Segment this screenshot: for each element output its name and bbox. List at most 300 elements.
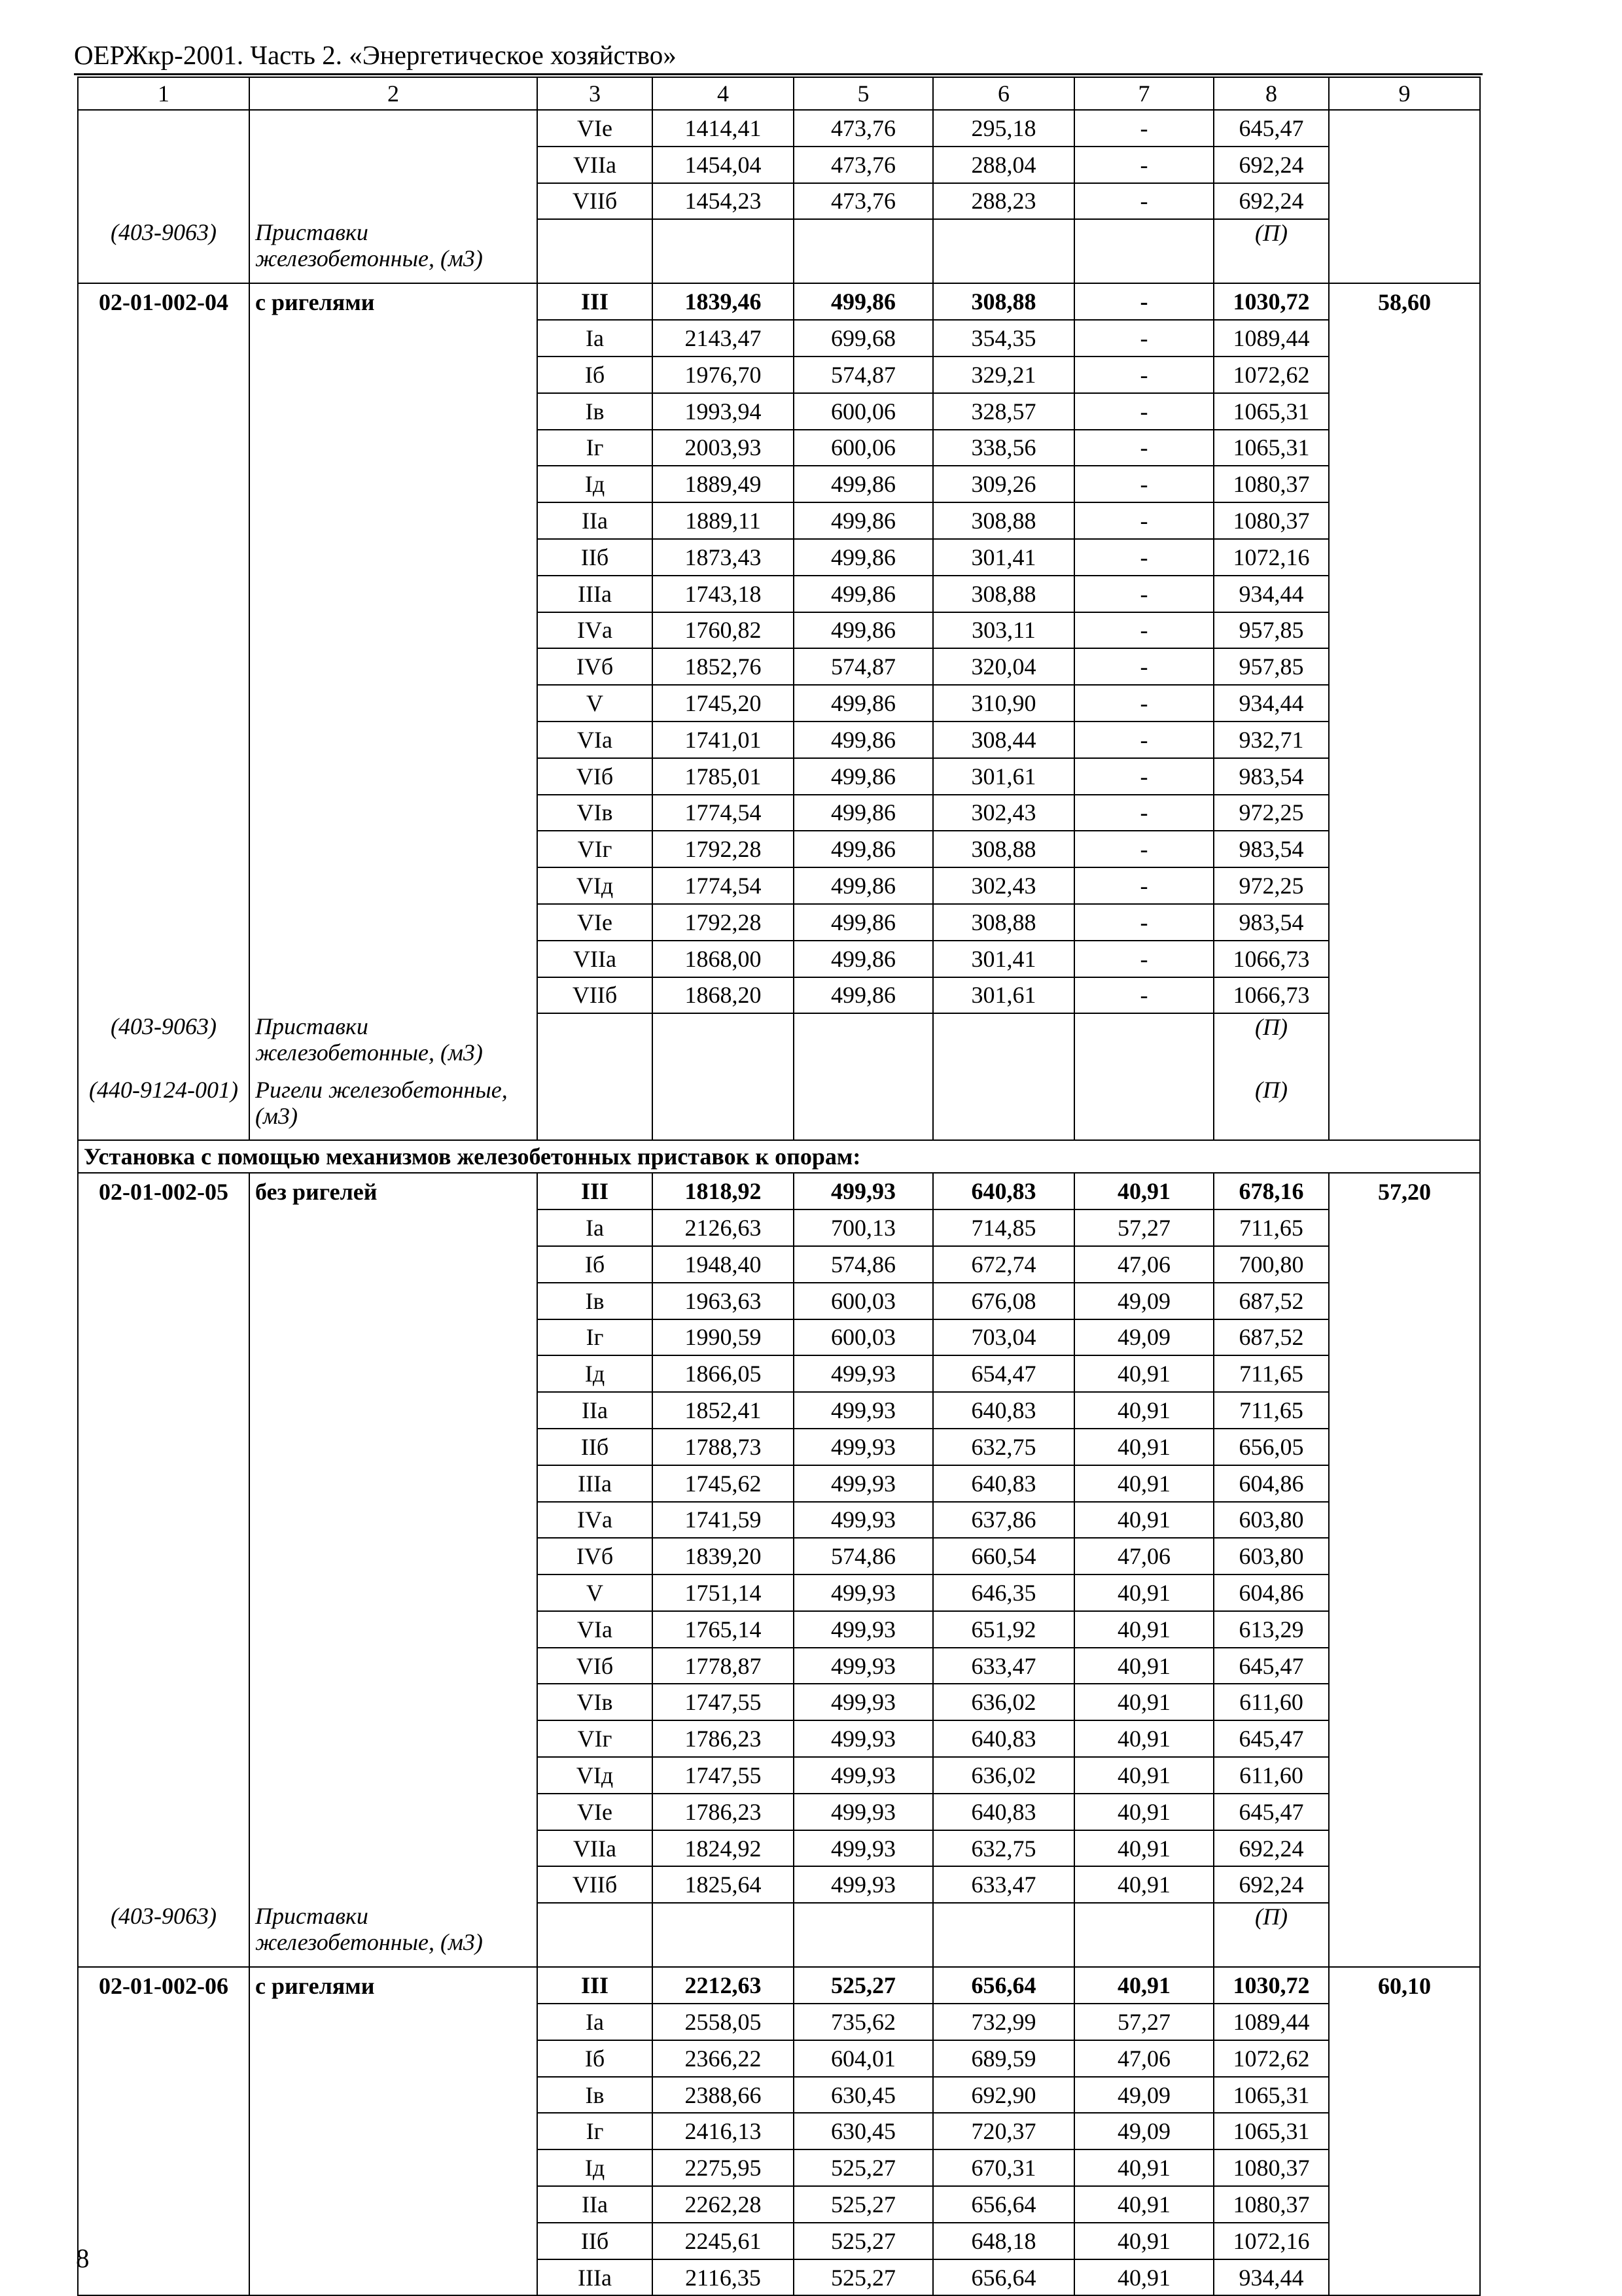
wage-cell: 499,93 xyxy=(794,1757,933,1794)
code-cell xyxy=(78,1684,249,1720)
machine-cell: 714,85 xyxy=(933,1209,1074,1246)
cost-cell: 2558,05 xyxy=(652,2004,794,2040)
material-cell: (П) xyxy=(1214,219,1329,283)
region-cell: VIб xyxy=(537,1648,652,1684)
driver-wage-cell: - xyxy=(1074,867,1214,904)
machine-cell: 640,83 xyxy=(933,1392,1074,1429)
column-header: 1 xyxy=(78,77,249,110)
material-cell: 934,44 xyxy=(1214,2259,1329,2296)
table-row xyxy=(78,831,1480,867)
machine-cell: 692,90 xyxy=(933,2077,1074,2113)
table-row xyxy=(78,576,1480,612)
material-cell: 1065,31 xyxy=(1214,393,1329,430)
machine-cell: 308,88 xyxy=(933,283,1074,320)
labor-cell xyxy=(1329,1611,1480,1648)
cost-cell: 1825,64 xyxy=(652,1866,794,1903)
name-cell xyxy=(249,685,537,722)
name-cell xyxy=(249,1502,537,1539)
machine-cell: 301,41 xyxy=(933,941,1074,977)
name-cell xyxy=(249,795,537,831)
region-cell: Iг xyxy=(537,430,652,466)
region-cell xyxy=(537,1903,652,1967)
wage-cell: 473,76 xyxy=(794,110,933,147)
name-cell: с ригелями xyxy=(249,1967,537,2004)
code-cell xyxy=(78,466,249,502)
code-cell xyxy=(78,1538,249,1574)
driver-wage-cell: 40,91 xyxy=(1074,1429,1214,1465)
name-cell xyxy=(249,612,537,649)
wage-cell: 499,93 xyxy=(794,1866,933,1903)
table-row xyxy=(78,1319,1480,1356)
cost-cell: 2212,63 xyxy=(652,1967,794,2004)
code-cell xyxy=(78,648,249,685)
driver-wage-cell: - xyxy=(1074,758,1214,795)
code-cell: 02-01-002-06 xyxy=(78,1967,249,2004)
cost-cell: 1785,01 xyxy=(652,758,794,795)
cost-cell: 1788,73 xyxy=(652,1429,794,1465)
cost-cell: 1745,62 xyxy=(652,1465,794,1502)
name-cell xyxy=(249,2113,537,2149)
region-cell: Iг xyxy=(537,1319,652,1356)
region-cell: IIб xyxy=(537,539,652,576)
labor-cell xyxy=(1329,1077,1480,1140)
code-cell xyxy=(78,539,249,576)
driver-wage-cell: 49,09 xyxy=(1074,2113,1214,2149)
wage-cell: 499,93 xyxy=(794,1502,933,1539)
table-row xyxy=(78,612,1480,649)
material-cell: 692,24 xyxy=(1214,1830,1329,1867)
code-cell xyxy=(78,2004,249,2040)
driver-wage-cell: 40,91 xyxy=(1074,1574,1214,1611)
machine-cell: 648,18 xyxy=(933,2223,1074,2259)
machine-cell: 656,64 xyxy=(933,2259,1074,2296)
code-cell xyxy=(78,1720,249,1757)
region-cell: VIе xyxy=(537,1794,652,1830)
cost-cell: 1866,05 xyxy=(652,1355,794,1392)
region-cell: V xyxy=(537,685,652,722)
region-cell: IIIа xyxy=(537,576,652,612)
labor-cell xyxy=(1329,576,1480,612)
labor-cell xyxy=(1329,1246,1480,1283)
name-cell xyxy=(249,1574,537,1611)
region-cell: IIа xyxy=(537,2186,652,2223)
material-cell: 1089,44 xyxy=(1214,2004,1329,2040)
machine-cell: 637,86 xyxy=(933,1502,1074,1539)
labor-cell xyxy=(1329,183,1480,220)
material-cell: 603,80 xyxy=(1214,1502,1329,1539)
wage-cell: 525,27 xyxy=(794,2259,933,2296)
machine-cell xyxy=(933,219,1074,283)
driver-wage-cell: 40,91 xyxy=(1074,2186,1214,2223)
material-cell: 604,86 xyxy=(1214,1574,1329,1611)
driver-wage-cell: - xyxy=(1074,539,1214,576)
cost-cell: 1990,59 xyxy=(652,1319,794,1356)
region-cell xyxy=(537,1077,652,1140)
wage-cell: 699,68 xyxy=(794,320,933,357)
region-cell: VIIа xyxy=(537,1830,652,1867)
wage-cell: 525,27 xyxy=(794,2186,933,2223)
machine-cell: 308,88 xyxy=(933,904,1074,941)
name-cell xyxy=(249,1794,537,1830)
name-cell: Приставки железобетонные, (м3) xyxy=(249,1013,537,1077)
wage-cell: 499,86 xyxy=(794,576,933,612)
wage-cell: 499,93 xyxy=(794,1355,933,1392)
material-cell: 692,24 xyxy=(1214,1866,1329,1903)
cost-cell: 2143,47 xyxy=(652,320,794,357)
driver-wage-cell: 40,91 xyxy=(1074,1502,1214,1539)
name-cell xyxy=(249,2259,537,2296)
material-cell: 645,47 xyxy=(1214,1648,1329,1684)
driver-wage-cell: - xyxy=(1074,648,1214,685)
labor-cell xyxy=(1329,1866,1480,1903)
driver-wage-cell: - xyxy=(1074,722,1214,758)
labor-cell xyxy=(1329,1903,1480,1967)
table-row xyxy=(78,1757,1480,1794)
code-cell xyxy=(78,147,249,183)
labor-cell: 57,20 xyxy=(1329,1173,1480,1209)
labor-cell xyxy=(1329,904,1480,941)
cost-cell: 1824,92 xyxy=(652,1830,794,1867)
machine-cell: 308,88 xyxy=(933,831,1074,867)
name-cell xyxy=(249,2186,537,2223)
code-cell xyxy=(78,685,249,722)
region-cell: VIе xyxy=(537,110,652,147)
cost-cell: 1868,20 xyxy=(652,977,794,1014)
wage-cell: 499,93 xyxy=(794,1429,933,1465)
table-row xyxy=(78,2259,1480,2296)
labor-cell xyxy=(1329,1209,1480,1246)
code-cell xyxy=(78,1502,249,1539)
driver-wage-cell: - xyxy=(1074,430,1214,466)
column-header: 4 xyxy=(652,77,794,110)
table-row xyxy=(78,2149,1480,2186)
driver-wage-cell: - xyxy=(1074,612,1214,649)
machine-cell: 651,92 xyxy=(933,1611,1074,1648)
material-cell: 983,54 xyxy=(1214,904,1329,941)
region-cell: IVа xyxy=(537,612,652,649)
material-cell: 1080,37 xyxy=(1214,502,1329,539)
labor-cell xyxy=(1329,2113,1480,2149)
code-cell xyxy=(78,183,249,220)
region-cell: IIа xyxy=(537,1392,652,1429)
wage-cell: 499,86 xyxy=(794,685,933,722)
cost-cell: 1760,82 xyxy=(652,612,794,649)
driver-wage-cell: - xyxy=(1074,283,1214,320)
code-cell xyxy=(78,1611,249,1648)
name-cell xyxy=(249,357,537,393)
region-cell: Iб xyxy=(537,357,652,393)
machine-cell: 720,37 xyxy=(933,2113,1074,2149)
material-cell: 983,54 xyxy=(1214,758,1329,795)
machine-cell: 633,47 xyxy=(933,1866,1074,1903)
driver-wage-cell: 49,09 xyxy=(1074,1319,1214,1356)
region-cell xyxy=(537,1013,652,1077)
machine-cell: 295,18 xyxy=(933,110,1074,147)
cost-cell: 1889,11 xyxy=(652,502,794,539)
table-row xyxy=(78,2077,1480,2113)
table-row xyxy=(78,1830,1480,1867)
labor-cell xyxy=(1329,941,1480,977)
material-cell: 687,52 xyxy=(1214,1319,1329,1356)
machine-cell: 309,26 xyxy=(933,466,1074,502)
region-cell: Iд xyxy=(537,1355,652,1392)
machine-cell xyxy=(933,1013,1074,1077)
table-row xyxy=(78,722,1480,758)
labor-cell xyxy=(1329,1538,1480,1574)
code-cell xyxy=(78,977,249,1014)
code-cell xyxy=(78,1392,249,1429)
region-cell: Iд xyxy=(537,466,652,502)
region-cell: VIIб xyxy=(537,1866,652,1903)
code-cell xyxy=(78,2223,249,2259)
machine-cell: 670,31 xyxy=(933,2149,1074,2186)
driver-wage-cell xyxy=(1074,1077,1214,1140)
name-cell xyxy=(249,1392,537,1429)
wage-cell: 700,13 xyxy=(794,1209,933,1246)
driver-wage-cell: 49,09 xyxy=(1074,2077,1214,2113)
driver-wage-cell: - xyxy=(1074,357,1214,393)
wage-cell: 574,86 xyxy=(794,1246,933,1283)
name-cell xyxy=(249,1355,537,1392)
material-cell: 604,86 xyxy=(1214,1465,1329,1502)
table-row xyxy=(78,795,1480,831)
table-row xyxy=(78,2040,1480,2077)
table-row xyxy=(78,357,1480,393)
material-cell: 1072,16 xyxy=(1214,2223,1329,2259)
driver-wage-cell: 40,91 xyxy=(1074,1720,1214,1757)
code-cell xyxy=(78,1574,249,1611)
labor-cell xyxy=(1329,831,1480,867)
region-cell xyxy=(537,219,652,283)
driver-wage-cell: - xyxy=(1074,831,1214,867)
material-cell: 711,65 xyxy=(1214,1392,1329,1429)
material-cell: 957,85 xyxy=(1214,648,1329,685)
name-cell: Ригели железобетонные, (м3) xyxy=(249,1077,537,1140)
region-cell: IVб xyxy=(537,1538,652,1574)
cost-cell: 1852,41 xyxy=(652,1392,794,1429)
table-row xyxy=(78,941,1480,977)
material-cell: 1072,16 xyxy=(1214,539,1329,576)
region-cell: IVб xyxy=(537,648,652,685)
table-row xyxy=(78,110,1480,147)
driver-wage-cell: 40,91 xyxy=(1074,2149,1214,2186)
machine-cell: 308,88 xyxy=(933,502,1074,539)
code-cell xyxy=(78,1429,249,1465)
driver-wage-cell: 40,91 xyxy=(1074,1866,1214,1903)
labor-cell xyxy=(1329,2223,1480,2259)
column-header: 9 xyxy=(1329,77,1480,110)
machine-cell: 703,04 xyxy=(933,1319,1074,1356)
labor-cell xyxy=(1329,977,1480,1014)
table-row xyxy=(78,2004,1480,2040)
wage-cell: 499,86 xyxy=(794,612,933,649)
name-cell xyxy=(249,1319,537,1356)
material-cell: 934,44 xyxy=(1214,576,1329,612)
column-header: 6 xyxy=(933,77,1074,110)
name-cell xyxy=(249,1866,537,1903)
wage-cell: 499,93 xyxy=(794,1648,933,1684)
driver-wage-cell: 47,06 xyxy=(1074,1538,1214,1574)
code-cell xyxy=(78,2149,249,2186)
note-row xyxy=(78,1077,1480,1140)
material-cell: 613,29 xyxy=(1214,1611,1329,1648)
cost-cell: 2388,66 xyxy=(652,2077,794,2113)
wage-cell: 473,76 xyxy=(794,147,933,183)
table-row xyxy=(78,685,1480,722)
code-cell xyxy=(78,1355,249,1392)
region-cell: VIв xyxy=(537,1684,652,1720)
driver-wage-cell: 40,91 xyxy=(1074,1757,1214,1794)
code-cell xyxy=(78,2077,249,2113)
driver-wage-cell: 47,06 xyxy=(1074,2040,1214,2077)
cost-cell: 2126,63 xyxy=(652,1209,794,1246)
wage-cell: 499,93 xyxy=(794,1794,933,1830)
table-row xyxy=(78,320,1480,357)
labor-cell xyxy=(1329,795,1480,831)
code-cell xyxy=(78,795,249,831)
cost-cell: 1774,54 xyxy=(652,867,794,904)
material-cell: 1066,73 xyxy=(1214,941,1329,977)
wage-cell xyxy=(794,219,933,283)
material-cell: 687,52 xyxy=(1214,1283,1329,1319)
cost-cell: 1454,04 xyxy=(652,147,794,183)
cost-cell: 1873,43 xyxy=(652,539,794,576)
name-cell xyxy=(249,941,537,977)
machine-cell: 636,02 xyxy=(933,1757,1074,1794)
cost-cell: 2116,35 xyxy=(652,2259,794,2296)
cost-cell: 1741,01 xyxy=(652,722,794,758)
code-cell xyxy=(78,1246,249,1283)
code-cell: 02-01-002-05 xyxy=(78,1173,249,1209)
table-row xyxy=(78,1648,1480,1684)
cost-cell: 2262,28 xyxy=(652,2186,794,2223)
name-cell xyxy=(249,1283,537,1319)
table-row xyxy=(78,1538,1480,1574)
cost-cell: 1745,20 xyxy=(652,685,794,722)
machine-cell: 310,90 xyxy=(933,685,1074,722)
wage-cell: 499,86 xyxy=(794,722,933,758)
table-row xyxy=(78,2113,1480,2149)
driver-wage-cell: 40,91 xyxy=(1074,1684,1214,1720)
labor-cell xyxy=(1329,393,1480,430)
driver-wage-cell: 40,91 xyxy=(1074,1648,1214,1684)
region-cell: VIг xyxy=(537,831,652,867)
wage-cell: 499,86 xyxy=(794,977,933,1014)
machine-cell: 689,59 xyxy=(933,2040,1074,2077)
material-cell: 1065,31 xyxy=(1214,2113,1329,2149)
header-rule xyxy=(74,73,1483,75)
material-cell: 1030,72 xyxy=(1214,283,1329,320)
region-cell: IIIа xyxy=(537,2259,652,2296)
cost-cell: 1993,94 xyxy=(652,393,794,430)
cost-cell: 1751,14 xyxy=(652,1574,794,1611)
region-cell: Iа xyxy=(537,320,652,357)
driver-wage-cell: - xyxy=(1074,393,1214,430)
wage-cell: 499,93 xyxy=(794,1173,933,1209)
driver-wage-cell xyxy=(1074,1013,1214,1077)
wage-cell: 473,76 xyxy=(794,183,933,220)
name-cell xyxy=(249,1246,537,1283)
labor-cell xyxy=(1329,1648,1480,1684)
labor-cell xyxy=(1329,722,1480,758)
wage-cell: 499,93 xyxy=(794,1830,933,1867)
table-row xyxy=(78,283,1480,320)
section-header-row xyxy=(78,1140,1480,1173)
material-cell: 932,71 xyxy=(1214,722,1329,758)
cost-cell: 1741,59 xyxy=(652,1502,794,1539)
labor-cell xyxy=(1329,648,1480,685)
cost-cell: 1414,41 xyxy=(652,110,794,147)
region-cell: Iб xyxy=(537,1246,652,1283)
code-cell xyxy=(78,831,249,867)
name-cell xyxy=(249,758,537,795)
name-cell xyxy=(249,576,537,612)
region-cell: Iв xyxy=(537,1283,652,1319)
labor-cell xyxy=(1329,1757,1480,1794)
cost-cell: 1839,20 xyxy=(652,1538,794,1574)
table-row xyxy=(78,466,1480,502)
cost-cell: 1454,23 xyxy=(652,183,794,220)
machine-cell: 329,21 xyxy=(933,357,1074,393)
driver-wage-cell xyxy=(1074,219,1214,283)
driver-wage-cell: - xyxy=(1074,685,1214,722)
code-cell xyxy=(78,430,249,466)
column-header: 2 xyxy=(249,77,537,110)
table-row xyxy=(78,1720,1480,1757)
material-cell: 972,25 xyxy=(1214,867,1329,904)
material-cell: 983,54 xyxy=(1214,831,1329,867)
name-cell xyxy=(249,320,537,357)
driver-wage-cell: 40,91 xyxy=(1074,1465,1214,1502)
region-cell: III xyxy=(537,283,652,320)
code-cell xyxy=(78,722,249,758)
material-cell: 645,47 xyxy=(1214,110,1329,147)
table-row xyxy=(78,1502,1480,1539)
driver-wage-cell: 40,91 xyxy=(1074,2259,1214,2296)
driver-wage-cell: 40,91 xyxy=(1074,1794,1214,1830)
labor-cell xyxy=(1329,685,1480,722)
driver-wage-cell: 40,91 xyxy=(1074,1355,1214,1392)
name-cell xyxy=(249,1209,537,1246)
table-row xyxy=(78,1684,1480,1720)
cost-cell: 1792,28 xyxy=(652,831,794,867)
table-row xyxy=(78,1574,1480,1611)
table-row xyxy=(78,1866,1480,1903)
material-cell: 957,85 xyxy=(1214,612,1329,649)
driver-wage-cell: 40,91 xyxy=(1074,1392,1214,1429)
name-cell xyxy=(249,1611,537,1648)
code-cell xyxy=(78,1794,249,1830)
name-cell xyxy=(249,904,537,941)
region-cell: III xyxy=(537,1173,652,1209)
code-cell xyxy=(78,1283,249,1319)
labor-cell xyxy=(1329,466,1480,502)
labor-cell xyxy=(1329,867,1480,904)
name-cell xyxy=(249,2004,537,2040)
labor-cell xyxy=(1329,147,1480,183)
labor-cell xyxy=(1329,1502,1480,1539)
table-row xyxy=(78,758,1480,795)
machine-cell: 632,75 xyxy=(933,1429,1074,1465)
driver-wage-cell: 40,91 xyxy=(1074,1173,1214,1209)
cost-cell: 1786,23 xyxy=(652,1720,794,1757)
labor-cell xyxy=(1329,1283,1480,1319)
code-cell xyxy=(78,941,249,977)
material-cell: 678,16 xyxy=(1214,1173,1329,1209)
wage-cell: 499,86 xyxy=(794,539,933,576)
machine-cell: 656,64 xyxy=(933,2186,1074,2223)
name-cell: Приставки железобетонные, (м3) xyxy=(249,1903,537,1967)
